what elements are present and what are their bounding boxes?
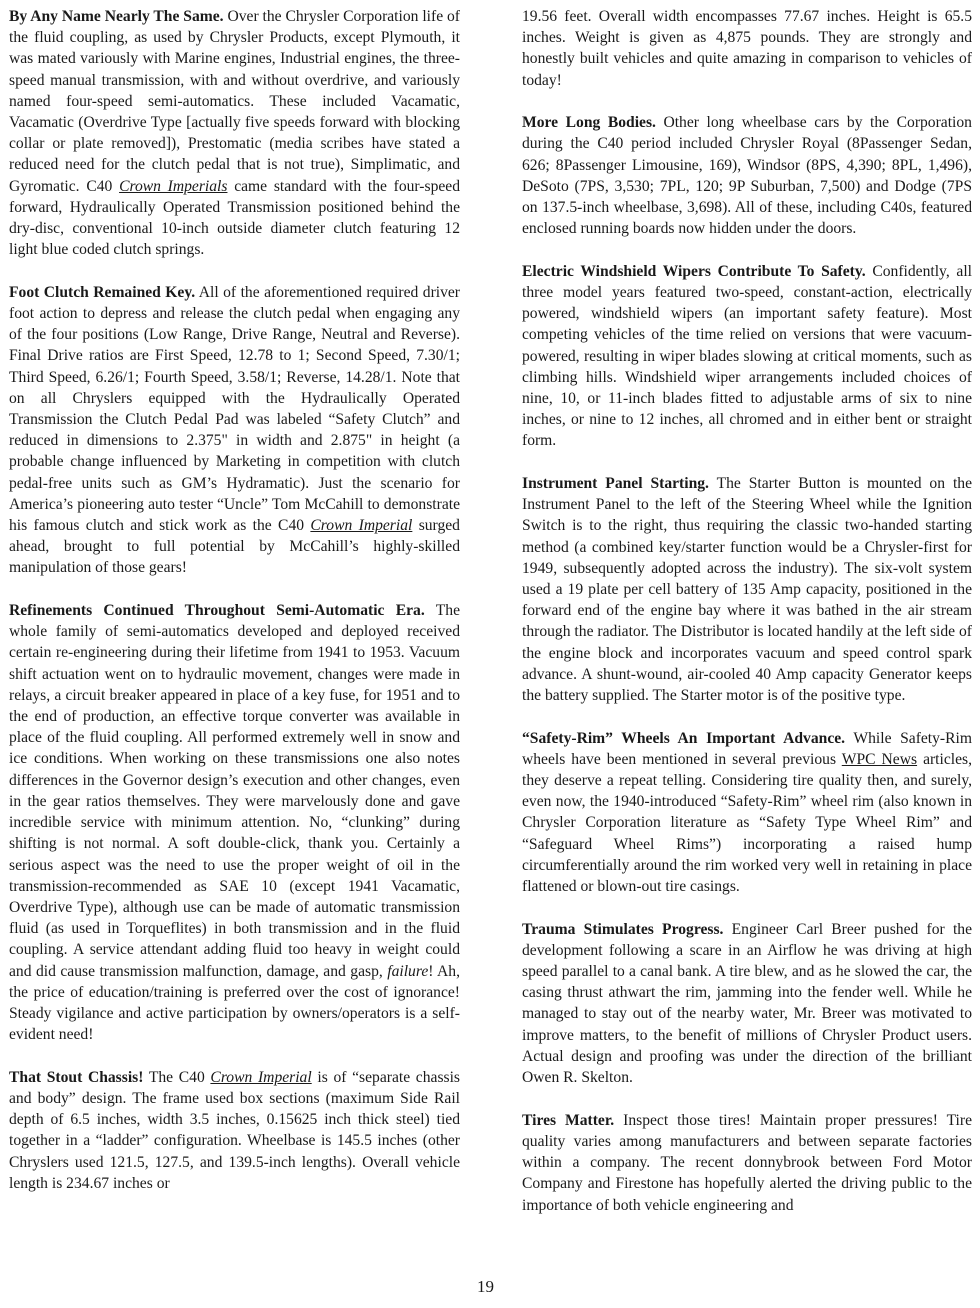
left-column: [9, 6, 460, 1194]
paragraph-instrument-panel: Instrument Panel Starting. The Starter Button is mounted on the Instrument Panel to the left of the Steering Wheel while the Ignition Switch is to the right, thus requiring the classic two-handed starting method (a combined key/starter function would be a Chrysler-first for 1949, subsequently adopted across the industry). The six-volt system used a 19 plate per cell battery of 135 Amp capacity, positioned in the forward end of the engine bay where it was bathed in the air stream through the radiator. The Distributor is located handily at the left side of the engine block and incorporates vacuum and speed control spark advance. A shunt-wound, air-cooled 40 Amp capacity Generator keeps the battery supplied. The Starter motor is of the positive type.: [522, 475, 972, 705]
paragraph-trauma: Trauma Stimulates Progress. Engineer Carl Breer pushed for the development following a scare in an Airflow he was driving at high speed parallel to a canal bank. A tire blew, and as he slowed the car, the casing thrust athwart the rim, jamming into the fender well. While he managed to stay out of the nearby water, Mr. Breer was motivated to improve matters, to the benefit of millions of Chrysler Product users. Actual design and proofing was under the direction of the brilliant Owen R. Skelton.: [522, 920, 972, 1087]
model-name: Crown Imperials: [119, 177, 228, 195]
paragraph-stout-chassis: That Stout Chassis! The C40 Crown Imperial is of “separate chassis and body” design. The frame used box sections (maximum Side Rail depth of 6.5 inches, width 3.5 inches, 0.15625 inch thick steel) tied together in a “ladder” configuration. Wheelbase is 145.5 inches (other Chryslers used 121.5, 127.5, and 139.5-inch lengths). Overall vehicle length is 234.67 inches or: [9, 1068, 460, 1192]
paragraph-heading: Electric Windshield Wipers Contribute To Safety.: [522, 262, 866, 280]
paragraph-safety-rim: “Safety-Rim” Wheels An Important Advance. While Safety-Rim wheels have been mentioned in several previous WPC News articles, they deserve a repeat telling. Considering tire quality then, and surely, even now, the 1940-introduced “Safety-Rim” wheel rim (also known in Chrysler Corporation literature as “Safety Type Wheel Rim” and “Safeguard Wheel Rims”) incorporating a raised hump circumferentially around the rim worked very well in retaining in place flattened or blown-out tire casings.: [522, 729, 972, 896]
paragraph-by-any-name: By Any Name Nearly The Same. Over the Chrysler Corporation life of the fluid coupling, as used by Chrysler Products, except Plymouth, it was mated variously with Marine engines, Industrial engines, the three-speed manual transmission, with and without overdrive, and variously named four-speed semi-automatics. These included Vacamatic, Vacamatic (Overdrive Type [actually five speeds forward with blocking collar or plate removed]), Prestomatic (media scribes have stated a reduced need for the clutch pedal that is not true), Simplimatic, and Gyromatic. C40 Crown Imperials came standard with the four-speed forward, Hydraulically Operated Transmission positioned behind the dry-disc, conventional 10-inch outside diameter clutch featuring 12 light blue coded clutch springs.: [9, 8, 461, 259]
page-number: 19: [477, 1277, 494, 1296]
paragraph-heading: More Long Bodies.: [522, 114, 656, 132]
paragraph-continuation: 19.56 feet. Overall width encompasses 77.67 inches. Height is 65.5 inches. Weight is given as 4,875 pounds. They are strongly and honestly built vehicles and quite amazing in comparison to vehicles of today!: [522, 8, 972, 89]
paragraph-wipers: Electric Windshield Wipers Contribute To Safety. Confidently, all three model years featured two-speed, constant-action, electrically powered, windshield wipers (an important safety feature). Most competing vehicles of the time relied on versions that were vacuum-powered, resulting in wiper blades slowing at critical moments, such as climbing hills. Windshield wiper arrangements included choices of nine, 10, or 11-inch blades fitted to adjustable arms of six to nine inches, or nine to 12 inches, all chromed and in either bent or straight form.: [522, 262, 972, 450]
model-name: Crown Imperial: [310, 517, 413, 535]
paragraph-foot-clutch: Foot Clutch Remained Key. All of the aforementioned required driver foot action to depress and release the clutch pedal when engaging any of the four positions (Low Range, Drive Range, Neutral and Reverse). Final Drive ratios are First Speed, 12.78 to 1; Second Speed, 7.30/1; Third Speed, 6.26/1; Fourth Speed, 3.58/1; Reverse, 14.28/1. Note that on all Chryslers equipped with the Hydraulically Operated Transmission the Clutch Pedal Pad was labeled “Safety Clutch” and reduced in dimensions to 2.375" in width and 2.875" in height (a probable change influenced by Marketing in competition with clutch pedal-free units such as GM’s Hydramatic). Just the scenario for America’s pioneering auto tester “Uncle” Tom McCahill to demonstrate his famous clutch and stick work as the C40 Crown Imperial surged ahead, brought to full potential by McCahill’s highly-skilled manipulation of those gears!: [9, 283, 461, 577]
paragraph-heading: Tires Matter.: [522, 1111, 615, 1129]
paragraph-heading: Refinements Continued Throughout Semi-Automatic Era.: [9, 602, 425, 620]
right-column: [522, 6, 972, 1216]
paragraph-refinements: Refinements Continued Throughout Semi-Automatic Era. The whole family of semi-automatics developed and deployed received certain re-engineering during their lifetime from 1941 to 1953. Vacuum shift actuation went on to hydraulic movement, changes were made in relays, a circuit breaker appeared in place of a key fuse, for 1951 and to the end of production, an effective torque converter was available in place of the fluid coupling. All performed extremely well in snow and ice conditions. When working on these transmissions one also notes differences in the Governor design’s execution and other changes, even in the gear ratios themselves. They were marvelously done and gave incredible service with minimum attention. No, “clunking” during shifting is not normal. A soft double-click, thank you. Certainly a serious aspect was the need to use the proper weight of oil in the transmission-recommended as SAE 10 (except 1941 Vacamatic, Overdrive Type), although use can be made of automatic transmission fluid (as used in Torqueflites) in both transmission and in the fluid coupling. A service attendant adding fluid too heavy in weight could and did cause transmission malfunction, damage, and gasp, failure! Ah, the price of education/training is preferred over the cost of ignorance! Steady vigilance and active participation by owners/operators is a self-evident need!: [9, 602, 460, 1044]
paragraph-heading: “Safety-Rim” Wheels An Important Advance.: [522, 729, 846, 747]
paragraph-heading: Trauma Stimulates Progress.: [522, 920, 724, 938]
model-name: Crown Imperial: [210, 1068, 312, 1086]
publication-name: WPC News: [841, 750, 918, 768]
paragraph-heading: Instrument Panel Starting.: [522, 475, 709, 493]
paragraph-tires-matter: Tires Matter. Inspect those tires! Maintain proper pressures! Tire quality varies among manufacturers and between separate factories within a company. The recent donnybrook between Ford Motor Company and Firestone has hopefully alerted the driving public to the importance of both vehicle engineering and: [522, 1111, 972, 1214]
paragraph-long-bodies: More Long Bodies. Other long wheelbase cars by the Corporation during the C40 period included Chrysler Royal (8Passenger Sedan, 626; 8Passenger Limousine, 169), Windsor (8PS, 4,390; 8PL, 1,496), DeSoto (7PS, 3,530; 7PL, 120; 9P Suburban, 7,500) and Dodge (7PS on 137.5-inch wheelbase, 3,698). All of these, including C40s, featured enclosed running boards now hidden under the doors.: [522, 114, 972, 238]
emphasis-failure: failure: [387, 962, 429, 980]
paragraph-heading: Foot Clutch Remained Key.: [9, 283, 196, 301]
paragraph-heading: That Stout Chassis!: [9, 1068, 144, 1086]
paragraph-heading: By Any Name Nearly The Same.: [9, 8, 224, 25]
